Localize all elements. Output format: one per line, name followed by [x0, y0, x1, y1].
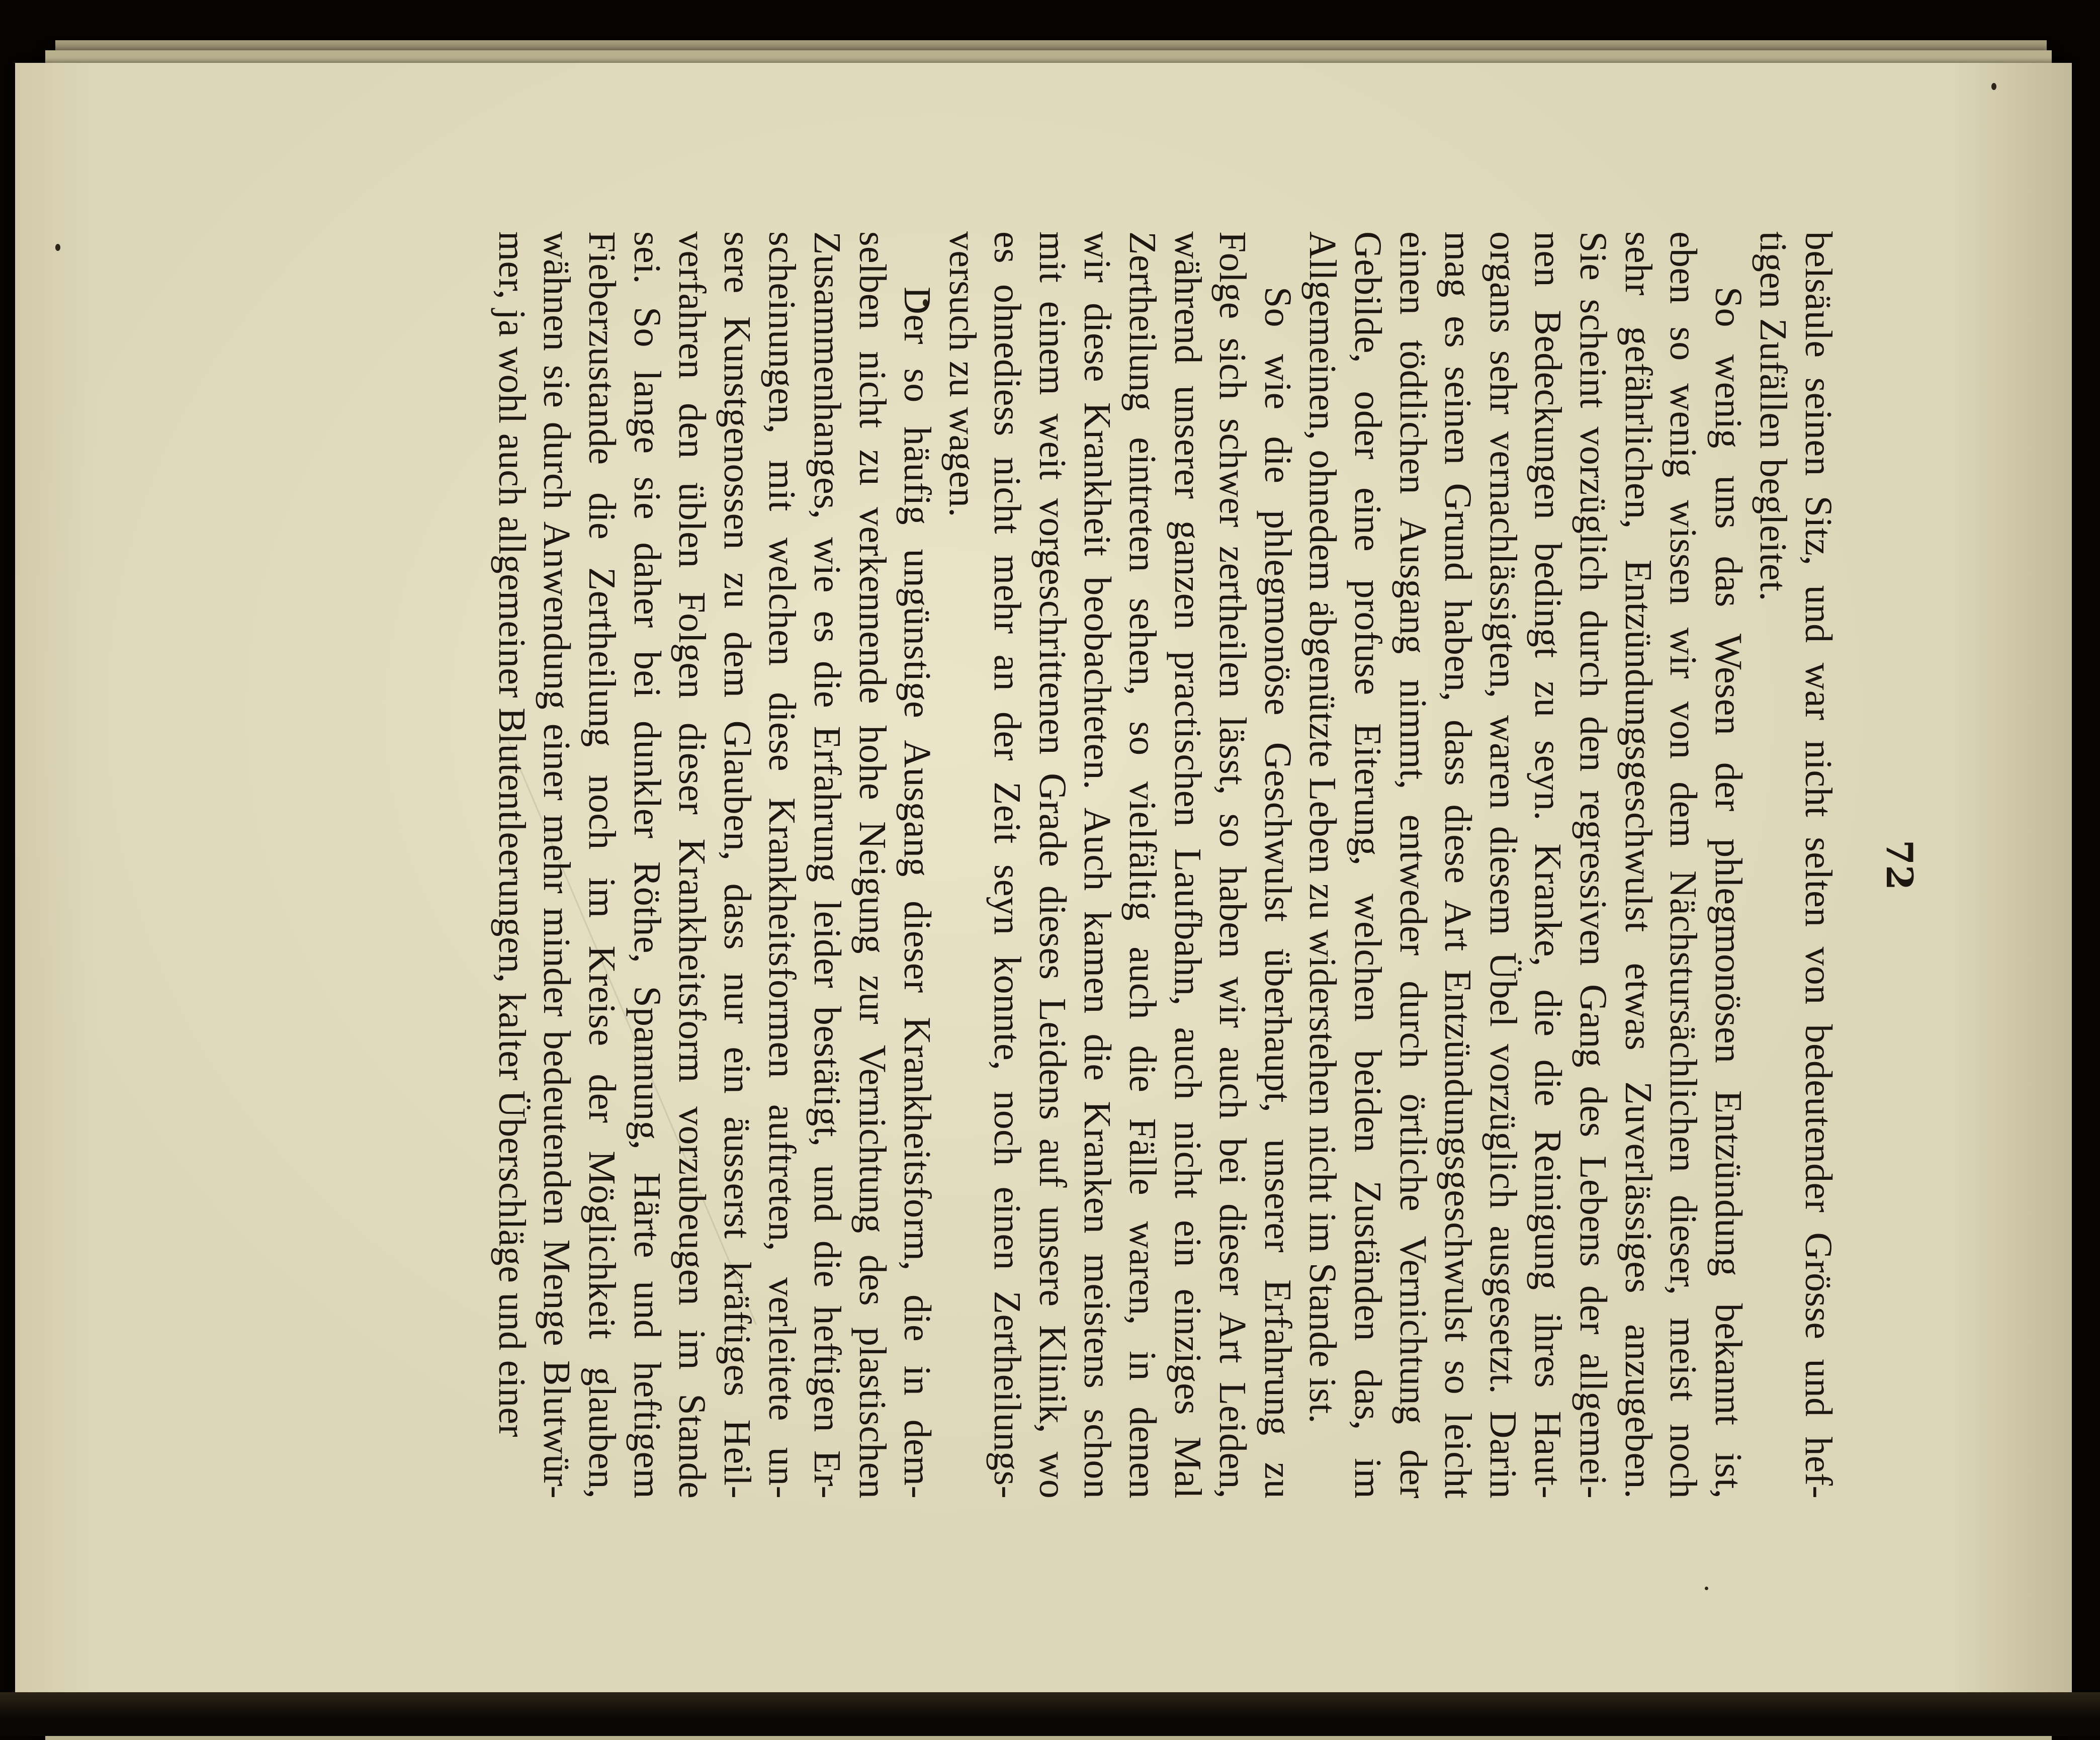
paragraph: [489, 231, 939, 1499]
paragraph: [939, 231, 1300, 1499]
text-line: Gebilde, oder eine profuse Eiterung, welchen beiden Zuständen das, im: [1347, 231, 1389, 1499]
text-line: einen tödtlichen Ausgang nimmt, entweder durch örtliche Vernichtung der: [1391, 231, 1434, 1499]
text-line: Der so häufig ungünstige Ausgang dieser Krankheitsform, die in dem-: [896, 287, 939, 1499]
text-line: verfahren den üblen Folgen dieser Krankheitsform vorzubeugen im Stande: [671, 231, 714, 1499]
text-line: sei. So lange sie daher bei dunkler Röthe, Spannung, Härte und heftigem: [626, 231, 668, 1499]
text-line: während unserer ganzen practischen Laufbahn, auch nicht ein einziges Mal: [1166, 231, 1209, 1499]
text-line: Allgemeinen, ohnedem abgenützte Leben zu widerstehen nicht im Stande ist.: [1301, 231, 1344, 1424]
text-line: Sie scheint vorzüglich durch den regressiven Gang des Lebens der allgemei-: [1572, 231, 1615, 1499]
text-line: scheinungen, mit welchen diese Krankheitsformen auftreten, verleitete un-: [761, 231, 804, 1499]
text-line: sehr gefährlichen, Entzündungsgeschwulst etwas Zuverlässiges anzugeben.: [1617, 231, 1659, 1499]
text-line: wir diese Krankheit beobachteten. Auch kamen die Kranken meistens schon: [1076, 231, 1119, 1499]
text-line: nen Bedeckungen bedingt zu seyn. Kranke, die die Reinigung ihres Haut-: [1527, 231, 1569, 1499]
page-text: [489, 231, 1841, 1499]
text-line: Fieberzustande die Zertheilung noch im Kreise der Möglichkeit glauben,: [580, 231, 623, 1499]
text-line: mer, ja wohl auch allgemeiner Blutentleerungen, kalter Überschläge und einer: [490, 231, 533, 1438]
rotated-text-block: [382, 231, 1921, 1499]
text-line: Folge sich schwer zertheilen lässt, so haben wir auch bei dieser Art Leiden,: [1211, 231, 1254, 1499]
text-line: mag es seinen Grund haben, dass diese Art Entzündungsgeschwulst so leicht: [1437, 231, 1479, 1499]
text-line: versuch zu wagen.: [941, 231, 984, 517]
text-line: Zusammenhanges, wie es die Erfahrung leider bestätigt, und die heftigen Er-: [806, 231, 848, 1499]
page-number: 72: [1878, 839, 1921, 891]
text-line: belsäule seinen Sitz, und war nicht selten von bedeutender Grösse und hef-: [1797, 231, 1840, 1499]
paper-speck: [55, 244, 60, 251]
scan-bottom-edge: [0, 1692, 2100, 1736]
text-line: organs sehr vernachlässigten, waren diesem Übel vorzüglich ausgesetzt. Darin: [1481, 231, 1524, 1499]
text-line: sere Kunstgenossen zu dem Glauben, dass nur ein äusserst kräftiges Heil-: [716, 231, 758, 1499]
paper-speck: [1705, 1587, 1708, 1590]
text-line: mit einem weit vorgeschrittenen Grade dieses Leidens auf unsere Klinik, wo: [1031, 231, 1074, 1499]
paper-speck: [1991, 83, 1996, 90]
paragraph: [1300, 231, 1751, 1499]
text-line: eben so wenig wissen wir von dem Nächstursächlichen dieser, meist noch: [1662, 231, 1705, 1499]
text-line: selben nicht zu verkennende hohe Neigung zur Vernichtung des plastischen: [851, 231, 894, 1499]
text-line: So wie die phlegmonöse Geschwulst überhaupt, unserer Erfahrung zu: [1256, 287, 1299, 1499]
text-line: es ohnediess nicht mehr an der Zeit seyn konnte, noch einen Zertheilungs-: [986, 231, 1029, 1499]
paragraph: [1751, 231, 1841, 1499]
text-line: So wenig uns das Wesen der phlegmonösen Entzündung bekannt ist,: [1707, 287, 1749, 1499]
text-line: tigen Zufällen begleitet.: [1752, 231, 1795, 601]
text-line: Zertheilung eintreten sehen, so vielfältig auch die Fälle waren, in denen: [1121, 231, 1164, 1499]
text-line: wähnen sie durch Anwendung einer mehr minder bedeutenden Menge Blutwür-: [536, 231, 578, 1499]
